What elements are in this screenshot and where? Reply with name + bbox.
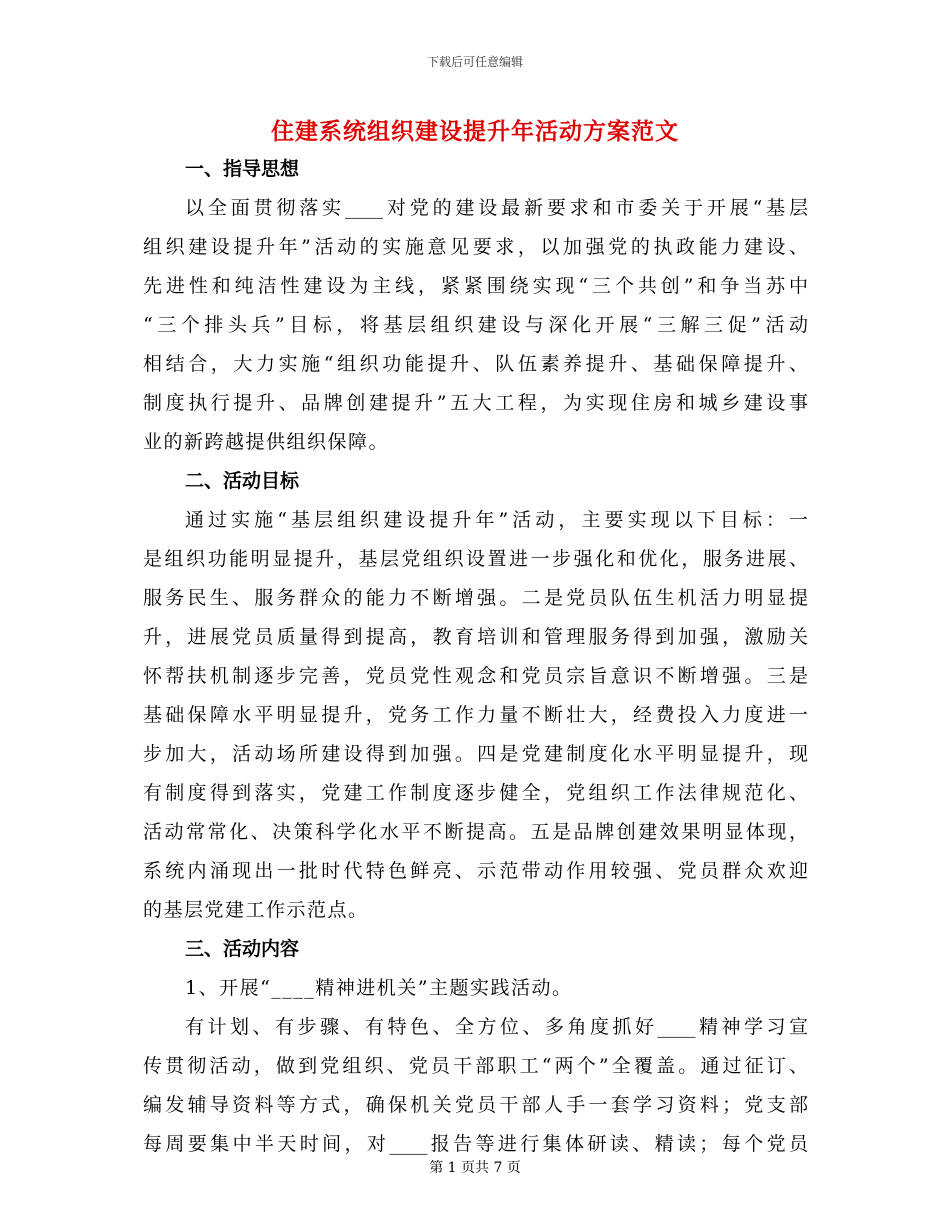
text-line: 升，进展党员质量得到提高，教育培训和管理服务得到加强，激励关 bbox=[143, 626, 808, 648]
text-line: 有制度得到落实，党建工作制度逐步健全，党组织工作法律规范化、 bbox=[143, 782, 808, 804]
text-line: 以全面贯彻落实____对党的建设最新要求和市委关于开展“基层 bbox=[185, 197, 808, 219]
document-title: 住建系统组织建设提升年活动方案范文 bbox=[271, 118, 679, 145]
section-guiding-ideology bbox=[143, 150, 808, 462]
paragraph bbox=[143, 189, 808, 462]
section-heading: 一、指导思想 bbox=[185, 158, 300, 180]
text-line: 有计划、有步骤、有特色、全方位、多角度抓好____精神学习宣 bbox=[185, 1016, 808, 1038]
section-activity-content bbox=[143, 930, 808, 1164]
text-line: 制度执行提升、品牌创建提升”五大工程，为实现住房和城乡建设事 bbox=[143, 392, 808, 414]
text-line: 编发辅导资料等方式，确保机关党员干部人手一套学习资料；党支部 bbox=[143, 1094, 808, 1116]
text-line: 系统内涌现出一批时代特色鲜亮、示范带动作用较强、党员群众欢迎 bbox=[143, 860, 808, 882]
text-line: 怀帮扶机制逐步完善，党员党性观念和党员宗旨意识不断增强。三是 bbox=[143, 665, 808, 687]
text-line: 1、开展“____精神进机关”主题实践活动。 bbox=[185, 977, 573, 999]
document-body bbox=[143, 150, 808, 1164]
text-line: 的基层党建工作示范点。 bbox=[143, 899, 369, 921]
paragraph bbox=[143, 501, 808, 930]
text-line: 相结合，大力实施“组织功能提升、队伍素养提升、基础保障提升、 bbox=[143, 353, 808, 375]
paragraph bbox=[143, 969, 808, 1008]
page-header-note: 下载后可任意编辑 bbox=[426, 55, 523, 69]
text-line: 传贯彻活动，做到党组织、党员干部职工“两个”全覆盖。通过征订、 bbox=[143, 1055, 808, 1077]
text-line: 先进性和纯洁性建设为主线，紧紧围绕实现“三个共创”和争当苏中 bbox=[143, 275, 808, 297]
text-line: 活动常常化、决策科学化水平不断提高。五是品牌创建效果明显体现， bbox=[143, 821, 808, 843]
paragraph bbox=[143, 1008, 808, 1164]
text-line: 每周要集中半天时间，对____报告等进行集体研读、精读；每个党员 bbox=[143, 1133, 808, 1155]
text-line: 是组织功能明显提升，基层党组织设置进一步强化和优化，服务进展、 bbox=[143, 548, 808, 570]
section-activity-goals bbox=[143, 462, 808, 930]
page-footer-page-number: 第 1 页共 7 页 bbox=[429, 1160, 521, 1176]
text-line: “三个排头兵”目标，将基层组织建设与深化开展“三解三促”活动 bbox=[143, 314, 808, 336]
text-line: 组织建设提升年”活动的实施意见要求，以加强党的执政能力建设、 bbox=[143, 236, 808, 258]
section-heading: 三、活动内容 bbox=[185, 938, 300, 960]
text-line: 业的新跨越提供组织保障。 bbox=[143, 431, 390, 453]
text-line: 服务民生、服务群众的能力不断增强。二是党员队伍生机活力明显提 bbox=[143, 587, 808, 609]
text-line: 通过实施“基层组织建设提升年”活动，主要实现以下目标：一 bbox=[185, 509, 808, 531]
text-line: 基础保障水平明显提升，党务工作力量不断壮大，经费投入力度进一 bbox=[143, 704, 808, 726]
text-line: 步加大，活动场所建设得到加强。四是党建制度化水平明显提升，现 bbox=[143, 743, 808, 765]
section-heading: 二、活动目标 bbox=[185, 470, 300, 492]
